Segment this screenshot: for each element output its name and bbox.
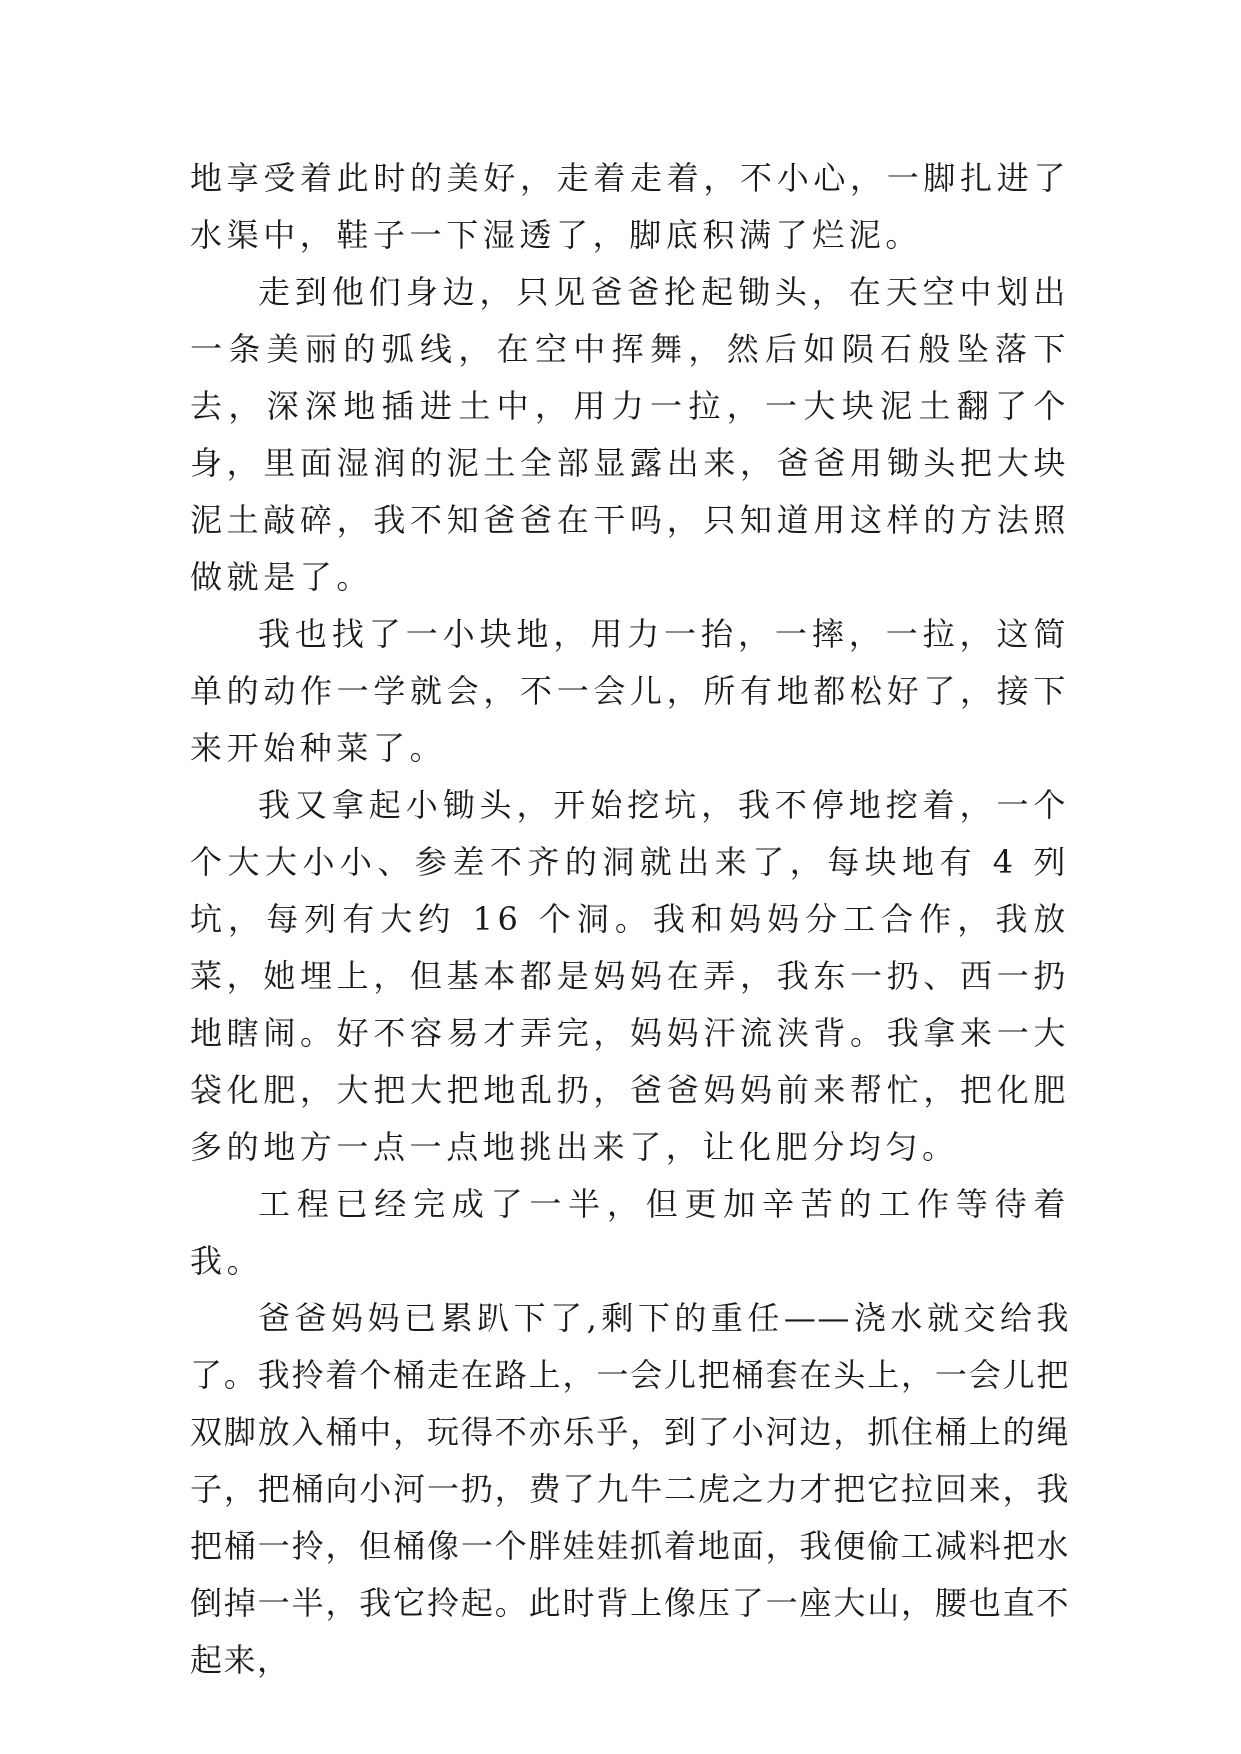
document-body bbox=[190, 150, 1070, 1689]
paragraph-3: 我也找了一小块地，用力一抬，一摔，一拉，这简单的动作一学就会，不一会儿，所有地都松好了，接下来开始种菜了。 bbox=[190, 615, 1070, 767]
paragraph-5: 工程已经完成了一半，但更加辛苦的工作等待着我。 bbox=[190, 1185, 1070, 1280]
paragraph-6: 爸爸妈妈已累趴下了,剩下的重任——浇水就交给我了。我拎着个桶走在路上，一会儿把桶套在头上，一会儿把双脚放入桶中，玩得不亦乐乎，到了小河边，抓住桶上的绳子，把桶向小河一扔，费了九牛二虎之力才把它拉回来，我把桶一拎，但桶像一个胖娃娃抓着地面，我便偷工减料把水倒掉一半，我它拎起。此时背上像压了一座大山，腰也直不起来， bbox=[190, 1299, 1070, 1679]
paragraph-4: 我又拿起小锄头，开始挖坑，我不停地挖着，一个个大大小小、参差不齐的洞就出来了，每块地有 4 列坑，每列有大约 16 个洞。我和妈妈分工合作，我放菜，她埋上，但基本都是妈妈在弄，我东一扔、西一扔地瞎闹。好不容易才弄完，妈妈汗流浃背。我拿来一大袋化肥，大把大把地乱扔，爸爸妈妈前来帮忙，把化肥多的地方一点一点地挑出来了，让化肥分均匀。 bbox=[190, 786, 1070, 1166]
paragraph-1: 地享受着此时的美好，走着走着，不小心，一脚扎进了水渠中，鞋子一下湿透了，脚底积满了烂泥。 bbox=[190, 159, 1070, 254]
paragraph-2: 走到他们身边，只见爸爸抡起锄头，在天空中划出一条美丽的弧线，在空中挥舞，然后如陨石般坠落下去，深深地插进土中，用力一拉，一大块泥土翻了个身，里面湿润的泥土全部显露出来，爸爸用锄头把大块泥土敲碎，我不知爸爸在干吗，只知道用这样的方法照做就是了。 bbox=[190, 273, 1070, 596]
